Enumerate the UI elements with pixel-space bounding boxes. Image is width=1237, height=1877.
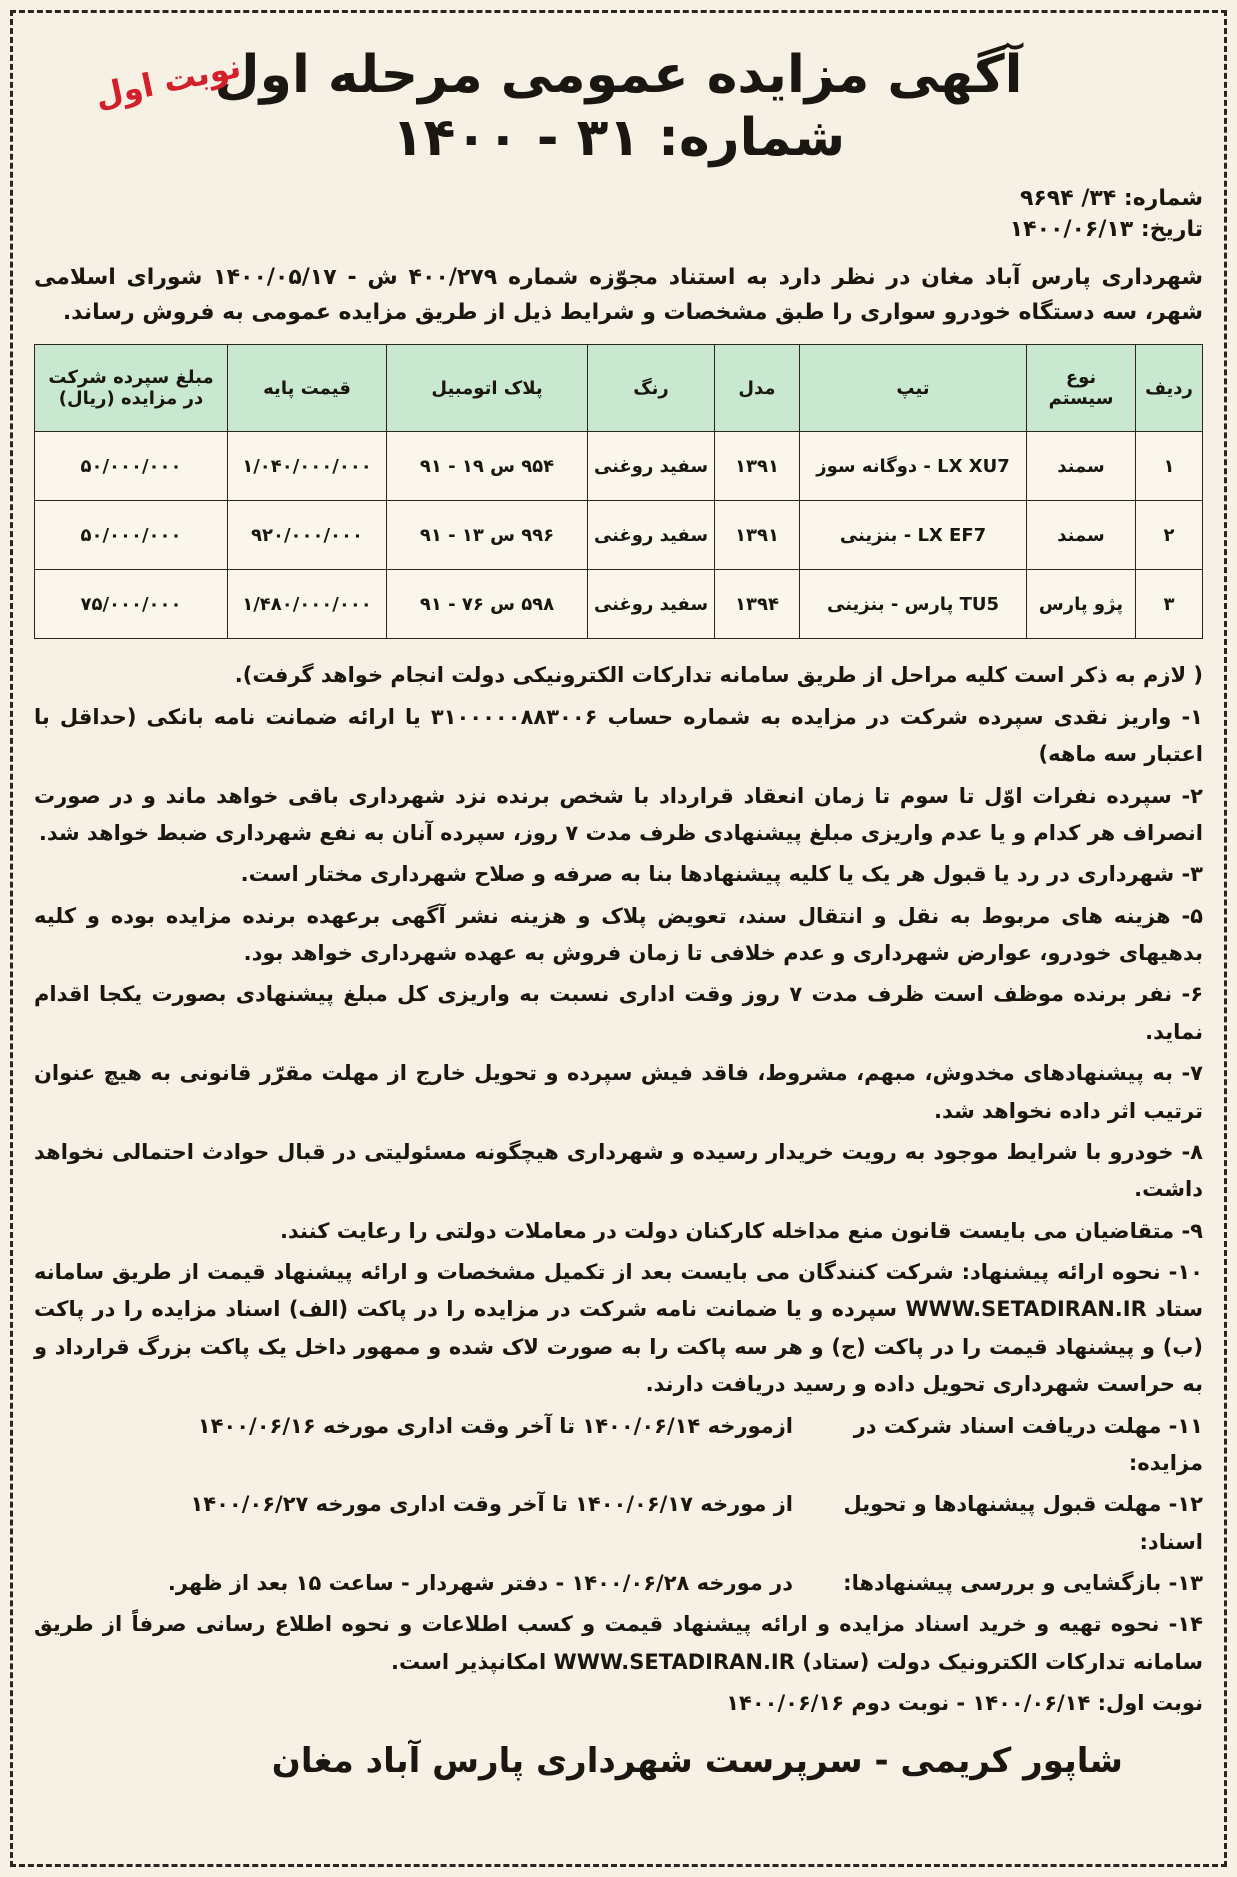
condition-5: ۵- هزینه های مربوط به نقل و انتقال سند، تعویض پلاک و هزینه نشر آگهی برعهده برنده مزایده بوده و کلیه بدهیهای خودرو، عوارض شهرداری و عدم خلافی تا زمان فروش به عهده شهرداری خواهد بود. [34,903,1203,965]
cell-system: سمند [1027,501,1136,570]
table-row [35,501,1203,570]
condition-2: ۲- سپرده نفرات اوّل تا سوم تا زمان انعقاد قرارداد با شخص برنده نزد شهرداری باقی خواهد ماند و در صورت انصراف هر کدام و یا عدم واریزی مبلغ پیشنهادی ظرف مدت ۷ روز، سپرده آنان به نفع شهرداری ضبط خواهد شد. [34,783,1203,845]
cell-system: سمند [1027,432,1136,501]
header [34,0,1203,180]
condition-9: ۹- متقاضیان می بایست قانون منع مداخله کارکنان دولت در معاملات دولتی را رعایت کنند. [279,1218,1203,1243]
conditions [34,657,1203,1722]
cell-color: سفید روغنی [588,570,715,639]
cell-base-price: ۹۲۰/۰۰۰/۰۰۰ [228,501,387,570]
cell-model: ۱۳۹۱ [715,501,800,570]
cell-deposit: ۵۰/۰۰۰/۰۰۰ [35,432,228,501]
deadline-label: ۱۱- مهلت دریافت اسناد شرکت در مزایده: [853,1413,1203,1475]
cell-model: ۱۳۹۴ [715,570,800,639]
cell-type: TU5 پارس - بنزینی [800,570,1027,639]
cell-deposit: ۵۰/۰۰۰/۰۰۰ [35,501,228,570]
deadline-value: ازمورخه ۱۴۰۰/۰۶/۱۴ تا آخر وقت اداری مورخه ۱۴۰۰/۰۶/۱۶ [197,1413,793,1438]
page-title: آگهی مزایده عمومی مرحله اول [214,45,1023,105]
col-base-price: قیمت پایه [228,345,387,432]
deadline-value: از مورخه ۱۴۰۰/۰۶/۱۷ تا آخر وقت اداری مورخه ۱۴۰۰/۰۶/۲۷ [190,1492,793,1517]
cell-plate: ۹۹۶ س ۱۳ - ۹۱ [387,501,588,570]
col-plate: پلاک اتومبیل [387,345,588,432]
condition-10: ۱۰- نحوه ارائه پیشنهاد: شرکت کنندگان می بایست بعد از تکمیل مشخصات و ارائه پیشنهاد قیمت از طریق سامانه ستاد WWW.SETADIRAN.IR سپرده و یا ضمانت نامه شرکت در مزایده را در پاکت (الف) اسناد مزایده را در پاکت (ب) و پیشنهاد قیمت را در پاکت (ج) و هر سه پاکت را به صورت لاک شده و ممهور داخل یک پاکت بزرگ قرارداد و به حراست شهرداری تحویل داده و رسید دریافت دارند. [34,1260,1204,1397]
table-row [35,432,1203,501]
condition-3: ۳- شهرداری در رد یا قبول هر یک یا کلیه پیشنهادها بنا به صرفه و صلاح شهرداری مختار است. [240,862,1203,887]
cell-base-price: ۱/۰۴۰/۰۰۰/۰۰۰ [228,432,387,501]
col-system: نوع سیستم [1027,345,1136,432]
letter-date: تاریخ: ۱۴۰۰/۰۶/۱۳ [1009,217,1203,242]
cell-row: ۱ [1136,432,1203,501]
deadline-12 [34,1486,1203,1561]
letter-number: شماره: ۳۴/ ۹۶۹۴ [1019,186,1203,211]
cell-type: LX XU7 - دوگانه سوز [800,432,1027,501]
col-row: ردیف [1136,345,1203,432]
col-model: مدل [715,345,800,432]
cell-color: سفید روغنی [588,501,715,570]
vehicle-table [34,344,1203,639]
intro-paragraph: شهرداری پارس آباد مغان در نظر دارد به استناد مجوّزه شماره ۴۰۰/۲۷۹ ش - ۱۴۰۰/۰۵/۱۷ شورای اسلامی شهر، سه دستگاه خودرو سواری را طبق مشخصات و شرایط ذیل از طریق مزایده عمومی به فروش رساند. [34,265,1204,326]
deadline-label: ۱۲- مهلت قبول پیشنهادها و تحویل اسناد: [843,1492,1203,1554]
condition-6: ۶- نفر برنده موظف است ظرف مدت ۷ روز وقت اداری نسبت به واریزی کل مبلغ پیشنهادی بصورت یکجا اقدام نماید. [34,982,1204,1044]
condition-14: ۱۴- نحوه تهیه و خرید اسناد مزایده و ارائه پیشنهاد قیمت و کسب اطلاعات و نحوه اطلاع رسانی صرفاً از طریق سامانه تدارکات الکترونیک دولت (ستاد) WWW.SETADIRAN.IR امکانپذیر است. [34,1612,1203,1674]
page-subtitle: شماره: ۳۱ - ۱۴۰۰ [391,108,846,169]
cell-base-price: ۱/۴۸۰/۰۰۰/۰۰۰ [228,570,387,639]
condition-note: ( لازم به ذکر است کلیه مراحل از طریق سامانه تدارکات الکترونیکی دولت انجام خواهد گرفت). [234,663,1203,688]
cell-system: پژو پارس [1027,570,1136,639]
cell-row: ۲ [1136,501,1203,570]
cell-row: ۳ [1136,570,1203,639]
cell-type: LX EF7 - بنزینی [800,501,1027,570]
condition-7: ۷- به پیشنهادهای مخدوش، مبهم، مشروط، فاقد فیش سپرده و تحویل خارج از مهلت مقرّر قانونی به هیچ عنوان ترتیب اثر داده نخواهد شد. [34,1061,1203,1123]
cell-model: ۱۳۹۱ [715,432,800,501]
cell-plate: ۵۹۸ س ۷۶ - ۹۱ [387,570,588,639]
notice-badge: نوبت اول [91,47,245,115]
col-deposit: مبلغ سپرده شرکت در مزایده (ریال) [35,345,228,432]
cell-color: سفید روغنی [588,432,715,501]
signature: شاپور کریمی - سرپرست شهرداری پارس آباد مغان [271,1740,1123,1781]
deadline-11 [34,1408,1203,1483]
col-type: تیپ [800,345,1027,432]
meta [34,186,1203,242]
publication-dates: نوبت اول: ۱۴۰۰/۰۶/۱۴ - نوبت دوم ۱۴۰۰/۰۶/۱۶ [726,1691,1203,1716]
table-row [35,570,1203,639]
deadline-label: ۱۳- بازگشایی و بررسی پیشنهادها: [843,1571,1203,1595]
col-color: رنگ [588,345,715,432]
condition-1: ۱- واریز نقدی سپرده شرکت در مزایده به شماره حساب ۳۱۰۰۰۰۰۸۸۳۰۰۶ یا ارائه ضمانت نامه بانکی (حداقل با اعتبار سه ماهه) [34,704,1203,767]
cell-plate: ۹۵۴ س ۱۹ - ۹۱ [387,432,588,501]
table-header-row [35,345,1203,432]
cell-deposit: ۷۵/۰۰۰/۰۰۰ [35,570,228,639]
deadline-13 [34,1565,1203,1602]
condition-8: ۸- خودرو با شرایط موجود به رویت خریدار رسیده و شهرداری هیچگونه مسئولیتی در قبال حوادث احتمالی نخواهد داشت. [34,1139,1203,1202]
deadline-value: در مورخه ۱۴۰۰/۰۶/۲۸ - دفتر شهردار - ساعت ۱۵ بعد از ظهر. [167,1571,793,1595]
